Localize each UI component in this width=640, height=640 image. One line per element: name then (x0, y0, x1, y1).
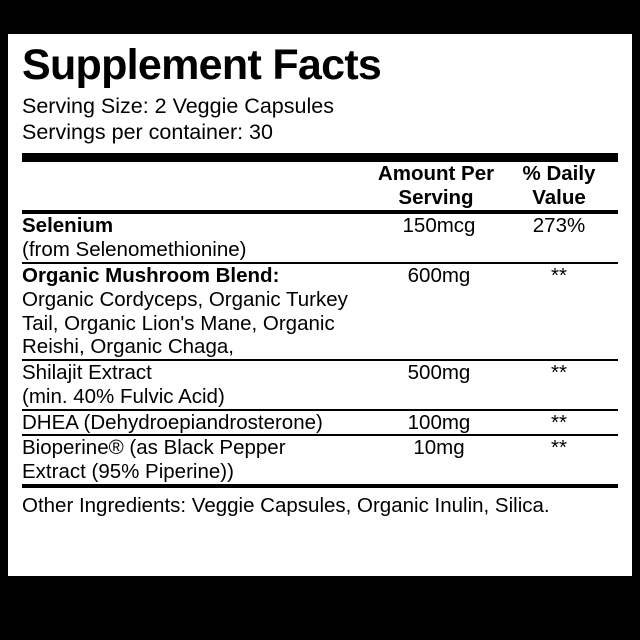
table-header-row (22, 162, 618, 210)
table-row (22, 361, 618, 409)
servings-per-container-text: Servings per container: 30 (22, 120, 273, 145)
nutrient-name-cell (22, 214, 372, 262)
nutrient-amount: 100mg (407, 410, 471, 434)
table-row (22, 411, 618, 435)
nutrient-amount: 150mcg (402, 214, 476, 238)
nutrient-name: Shilajit Extract (22, 361, 152, 385)
nutrient-daily-value: ** (551, 361, 567, 385)
nutrition-table (22, 162, 618, 483)
nutrient-name-cell (22, 411, 372, 435)
page-title: Supplement Facts (22, 41, 382, 89)
nutrient-daily-value: ** (551, 436, 567, 460)
nutrient-name-cell (22, 264, 372, 359)
header-amount-per-serving: Amount Per Serving (377, 162, 495, 210)
table-row (22, 214, 618, 262)
nutrient-name: DHEA (Dehydroepiandrosterone) (22, 410, 323, 434)
table-row (22, 264, 618, 359)
nutrient-daily-value: ** (551, 263, 567, 287)
other-ingredients-text: Other Ingredients: Veggie Capsules, Organic Inulin, Silica. (22, 493, 550, 517)
header-daily-value: % Daily Value (522, 162, 596, 210)
supplement-facts-panel (8, 34, 632, 576)
nutrient-name: Bioperine® (as Black Pepper (22, 436, 286, 460)
label-content (22, 41, 618, 518)
nutrient-name-cell (22, 436, 372, 484)
nutrient-sub: (min. 40% Fulvic Acid) (22, 384, 225, 408)
nutrient-sub: (from Selenomethionine) (22, 238, 247, 262)
nutrient-name: Selenium (22, 214, 114, 238)
nutrient-amount: 600mg (407, 263, 471, 287)
nutrient-name-cell (22, 361, 372, 409)
serving-size-text: Serving Size: 2 Veggie Capsules (22, 94, 334, 118)
nutrient-daily-value: ** (551, 410, 567, 434)
nutrient-sub: Extract (95% Piperine)) (22, 460, 234, 484)
divider-heavy-top (22, 153, 618, 162)
nutrient-amount: 10mg (413, 436, 465, 460)
nutrient-amount: 500mg (407, 361, 471, 385)
nutrient-name: Organic Mushroom Blend: (22, 263, 280, 287)
header-nutrient (22, 162, 372, 210)
table-row (22, 436, 618, 484)
nutrient-sub: Organic Cordyceps, Organic Turkey Tail, Organic Lion's Mane, Organic Reishi, Organic Chaga, (22, 287, 348, 359)
nutrient-daily-value: 273% (532, 214, 586, 238)
